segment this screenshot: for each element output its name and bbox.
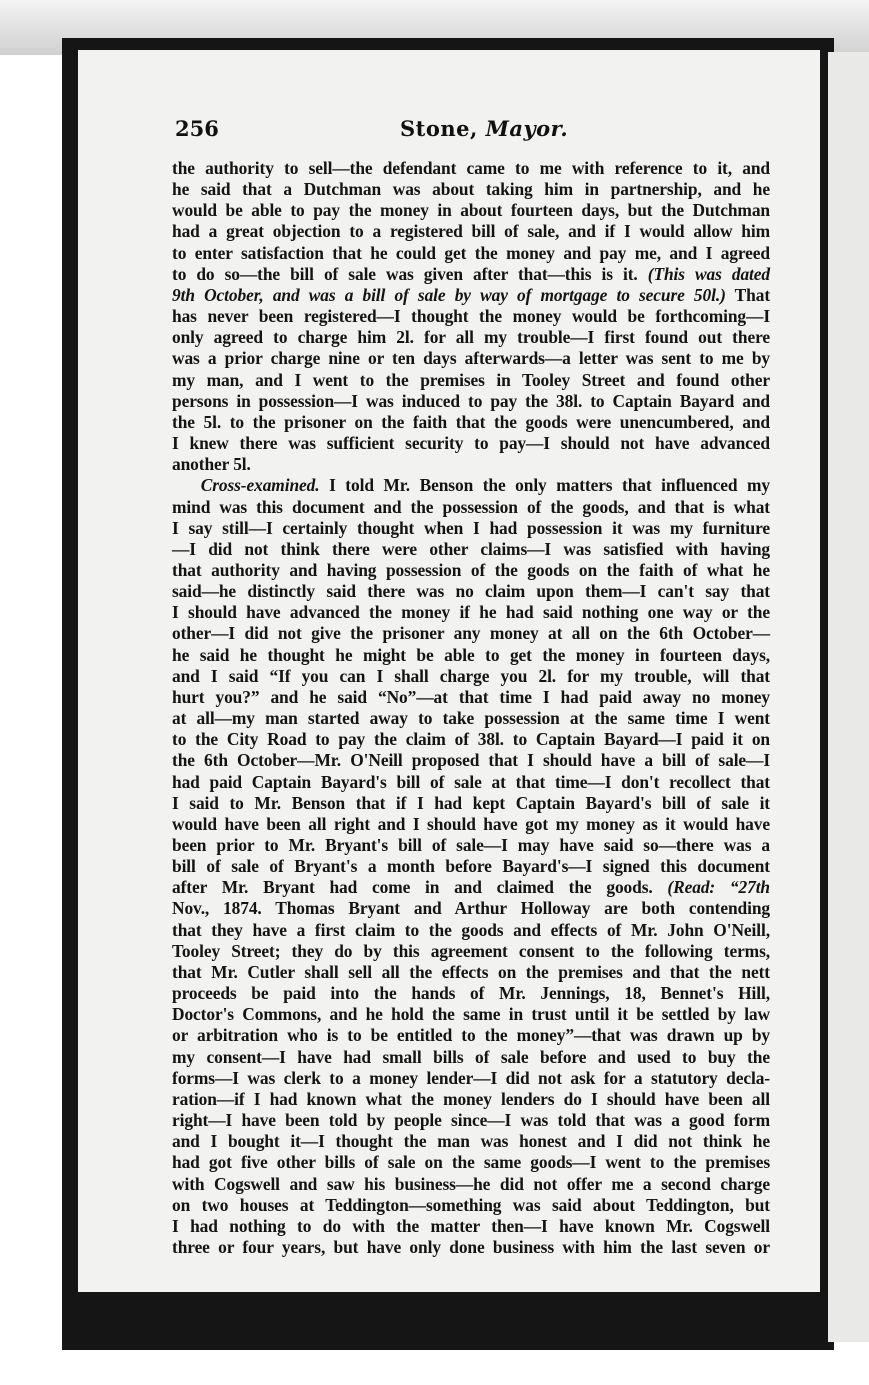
text-line: or arbitration who is to be entitled to the money”—that was drawn up by xyxy=(172,1025,770,1046)
text-line: at all—my man started away to take possession at the same time I went xyxy=(172,708,770,729)
text-line: proceeds be paid into the hands of Mr. Jennings, 18, Bennet's Hill, xyxy=(172,983,770,1004)
italic-note: (Read: “27th xyxy=(667,877,770,898)
text-line: Tooley Street; they do by this agreement consent to the following terms, xyxy=(172,940,770,961)
text-line: on two houses at Teddington—something was said about Teddington, but xyxy=(172,1194,770,1215)
text-line: I said to Mr. Benson that if I had kept Captain Bayard's bill of sale it xyxy=(172,792,770,813)
body-text xyxy=(172,158,770,1258)
text-line xyxy=(172,285,770,306)
text-line: with Cogswell and saw his business—he did not offer me a second charge xyxy=(172,1173,770,1194)
text-line: Nov., 1874. Thomas Bryant and Arthur Holloway are both contending xyxy=(172,898,770,919)
text-line: said—he distinctly said there was no claim upon them—I can't say that xyxy=(172,581,770,602)
text-line: would have been all right and I should have got my money as it would have xyxy=(172,813,770,834)
text-line xyxy=(172,475,770,496)
text-line: and I bought it—I thought the man was honest and I did not think he xyxy=(172,1131,770,1152)
text-line: another 5l. xyxy=(172,454,251,475)
text-line: right—I have been told by people since—I was told that was a good form xyxy=(172,1110,770,1131)
text-line: —I did not think there were other claims—I was satisfied with having xyxy=(172,538,770,559)
text-line: other—I did not give the prisoner any money at all on the 6th October— xyxy=(172,623,770,644)
text-line: Doctor's Commons, and he hold the same in trust until it be settled by law xyxy=(172,1004,770,1025)
text-segment: That xyxy=(734,284,771,305)
text-line xyxy=(172,264,770,285)
text-line: ration—if I had known what the money lenders do I should have been all xyxy=(172,1088,770,1109)
text-line: to enter satisfaction that he could get the money and pay me, and I agreed xyxy=(172,242,770,263)
text-line: hurt you?” and he said “No”—at that time I had paid away no money xyxy=(172,686,770,707)
text-line: the authority to sell—the defendant came to me with reference to it, and xyxy=(172,158,770,178)
text-line: he said that a Dutchman was about taking him in partnership, and he xyxy=(172,179,770,200)
text-line: that they have a first claim to the goods and effects of Mr. John O'Neill, xyxy=(172,919,770,940)
text-line: had paid Captain Bayard's bill of sale at that time—I don't recollect that xyxy=(172,771,770,792)
text-line: would be able to pay the money in about fourteen days, but the Dutchman xyxy=(172,200,770,221)
text-segment: to do so—the bill of sale was given after that—this is it. xyxy=(172,263,638,284)
text-line: had a great objection to a registered bill of sale, and if I would allow him xyxy=(172,221,770,242)
text-line: three or four years, but have only done business with him the last seven or xyxy=(172,1236,770,1257)
text-line: had got five other bills of sale on the same goods—I went to the premises xyxy=(172,1152,770,1173)
text-line: forms—I was clerk to a money lender—I did not ask for a statutory decla- xyxy=(172,1067,770,1088)
text-line: that Mr. Cutler shall sell all the effects on the premises and that the nett xyxy=(172,961,770,982)
running-head xyxy=(400,116,568,141)
text-line: been prior to Mr. Bryant's bill of sale—I may have said so—there was a xyxy=(172,835,770,855)
cross-examined-heading: Cross-examined. xyxy=(200,475,320,496)
text-line: persons in possession—I was induced to pay the 38l. to Captain Bayard and xyxy=(172,390,770,411)
text-line: the 5l. to the prisoner on the faith that the goods were unencumbered, and xyxy=(172,411,770,432)
text-line: and I said “If you can I shall charge you 2l. for my trouble, will that xyxy=(172,665,770,686)
running-head-title: Mayor. xyxy=(485,116,569,141)
text-line: my consent—I have had small bills of sale before and used to buy the xyxy=(172,1046,770,1067)
text-line: I say still—I certainly thought when I had possession it was my furniture xyxy=(172,517,770,538)
running-head-name: Stone, xyxy=(400,116,478,141)
text-line: he said he thought he might be able to get the money in fourteen days, xyxy=(172,644,770,665)
text-line: that authority and having possession of the goods on the faith of what he xyxy=(172,559,770,580)
text-segment: after Mr. Bryant had come in and claimed the goods. xyxy=(172,877,653,898)
text-line xyxy=(172,877,770,898)
text-line: mind was this document and the possession of the goods, and that is what xyxy=(172,496,770,517)
text-line: was a prior charge nine or ten days afterwards—a letter was sent to me by xyxy=(172,348,770,369)
text-line: bill of sale of Bryant's a month before Bayard's—I signed this document xyxy=(172,856,770,877)
text-line: has never been registered—I thought the money would be forthcoming—I xyxy=(172,306,770,327)
text-line: I should have advanced the money if he had said nothing one way or the xyxy=(172,602,770,623)
italic-note: 9th October, and was a bill of sale by way of mortgage to secure 50l.) xyxy=(172,284,726,305)
text-segment: I told Mr. Benson the only matters that influenced my xyxy=(329,475,771,496)
italic-note: (This was dated xyxy=(647,263,770,284)
text-line: only agreed to charge him 2l. for all my trouble—I first found out there xyxy=(172,327,770,348)
text-line: the 6th October—Mr. O'Neill proposed that I should have a bill of sale—I xyxy=(172,750,770,771)
text-line: to the City Road to pay the claim of 38l. to Captain Bayard—I paid it on xyxy=(172,729,770,750)
text-line: I had nothing to do with the matter then—I have known Mr. Cogswell xyxy=(172,1215,770,1236)
text-line: I knew there was sufficient security to pay—I should not have advanced xyxy=(172,433,770,454)
page-number: 256 xyxy=(175,116,219,141)
page-header xyxy=(175,116,765,146)
adjacent-page-strip xyxy=(828,52,869,1342)
text-line: my man, and I went to the premises in Tooley Street and found other xyxy=(172,369,770,390)
